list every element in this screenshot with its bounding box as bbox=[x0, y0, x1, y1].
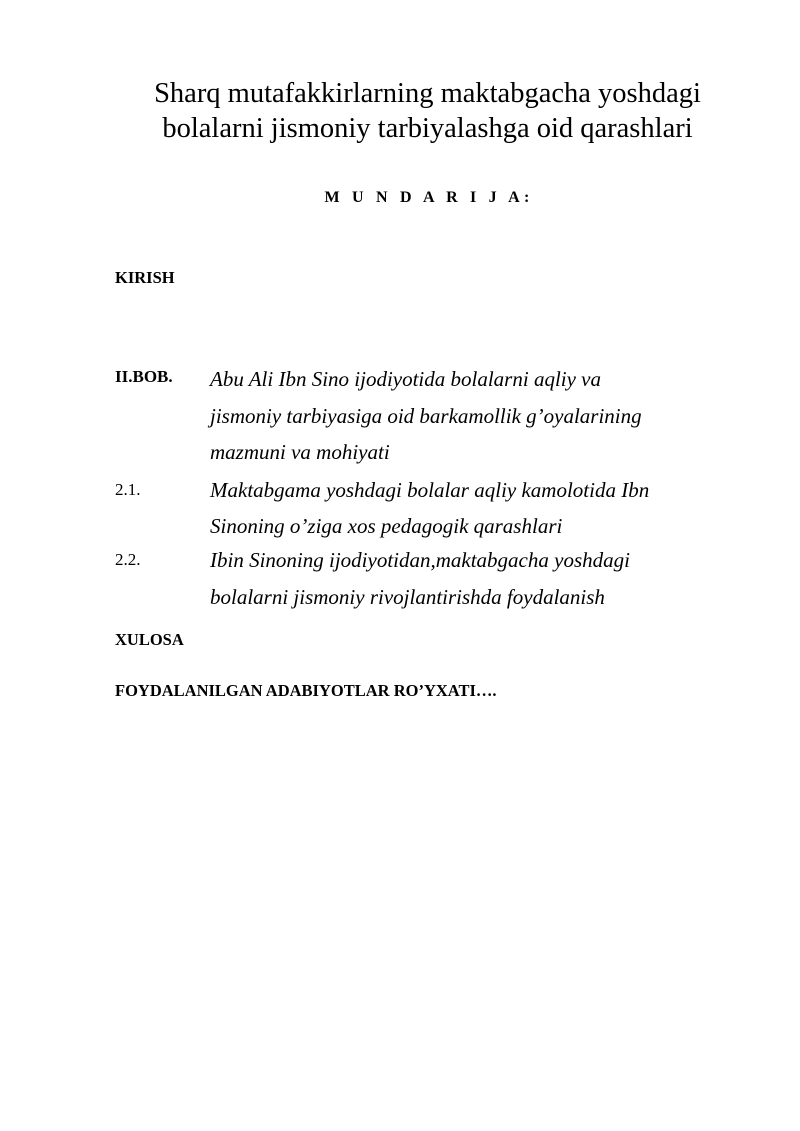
toc-heading: M U N D A R I J A: bbox=[324, 189, 534, 206]
chapter-title-line-2: jismoniy tarbiyasiga oid barkamollik g’oyalarining bbox=[210, 404, 642, 428]
toc-entry-references: FOYDALANILGAN ADABIYOTLAR RO’YXATI…. bbox=[115, 681, 497, 700]
title-line-1: Sharq mutafakkirlarning maktabgacha yoshdagi bbox=[154, 78, 701, 109]
chapter-title-line-3: mazmuni va mohiyati bbox=[210, 440, 390, 464]
section-2-1-line-1: Maktabgama yoshdagi bolalar aqliy kamolotida Ibn bbox=[210, 478, 650, 502]
section-2-2-line-2: bolalarni jismoniy rivojlantirishda foydalanish bbox=[210, 585, 605, 609]
section-number-2-2: 2.2. bbox=[115, 550, 141, 569]
section-2-2-line-1: Ibin Sinoning ijodiyotidan,maktabgacha yoshdagi bbox=[210, 548, 630, 572]
chapter-number: II.BOB. bbox=[115, 367, 173, 386]
chapter-title-line-1: Abu Ali Ibn Sino ijodiyotida bolalarni aqliy va bbox=[210, 367, 602, 391]
section-number-2-1: 2.1. bbox=[115, 480, 141, 499]
section-2-1-line-2: Sinoning o’ziga xos pedagogik qarashlari bbox=[210, 514, 563, 538]
title-line-2: bolalarni jismoniy tarbiyalashga oid qarashlari bbox=[162, 113, 693, 144]
toc-entry-conclusion: XULOSA bbox=[115, 630, 184, 649]
document-title bbox=[110, 76, 745, 146]
toc-entry-intro: KIRISH bbox=[115, 268, 175, 287]
